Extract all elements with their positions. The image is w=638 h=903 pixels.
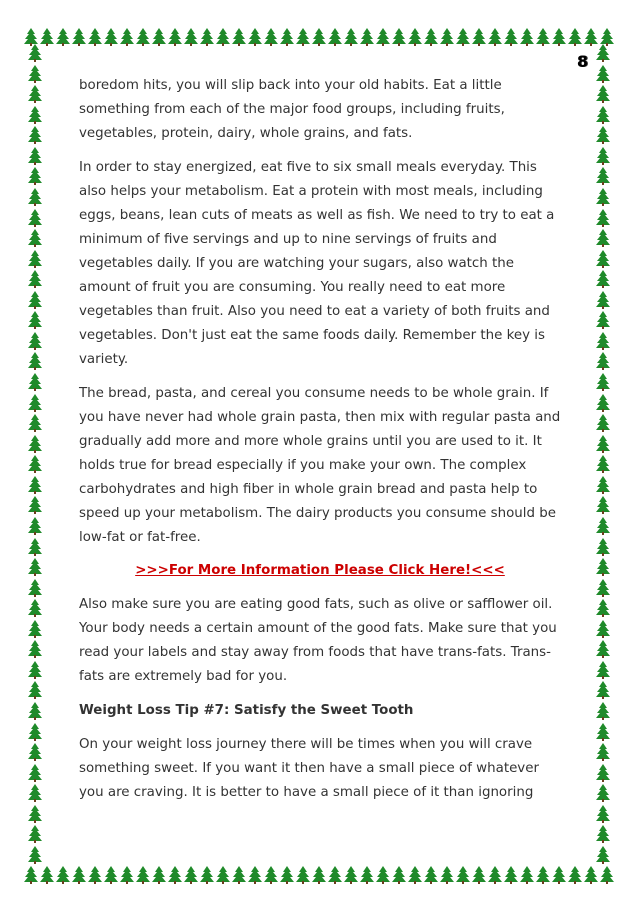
christmas-tree-icon <box>28 250 42 268</box>
christmas-tree-icon <box>536 866 550 884</box>
christmas-tree-icon <box>596 702 610 720</box>
top-tree-border <box>24 22 614 46</box>
christmas-tree-icon <box>88 866 102 884</box>
christmas-tree-icon <box>28 229 42 247</box>
christmas-tree-icon <box>28 784 42 802</box>
christmas-tree-icon <box>596 147 610 165</box>
christmas-tree-icon <box>28 640 42 658</box>
christmas-tree-icon <box>596 640 610 658</box>
christmas-tree-icon <box>456 866 470 884</box>
christmas-tree-icon <box>488 28 502 46</box>
bottom-tree-border <box>24 860 614 884</box>
christmas-tree-icon <box>40 866 54 884</box>
christmas-tree-icon <box>504 866 518 884</box>
christmas-tree-icon <box>328 28 342 46</box>
christmas-tree-icon <box>296 866 310 884</box>
christmas-tree-icon <box>596 517 610 535</box>
christmas-tree-icon <box>596 167 610 185</box>
christmas-tree-icon <box>596 620 610 638</box>
christmas-tree-icon <box>408 866 422 884</box>
paragraph: Also make sure you are eating good fats, such as olive or safflower oil. Your body needs a certain amount of the good fats. Make sure that you read your labels and stay away from foods that have trans-fats. Trans-fats are extremely bad for you. <box>79 597 557 684</box>
christmas-tree-icon <box>28 311 42 329</box>
paragraph: In order to stay energized, eat five to six small meals everyday. This also helps your metabolism. Eat a protein with most meals, including eggs, beans, lean cuts of meats as well as fish. We need to try to eat a minimum of five servings and up to nine servings of fruits and vegetables daily. If you are watching your sugars, also watch the amount of fruit you are consuming. You really need to eat more vegetables than fruit. Also you need to eat a variety of both fruits and vegetables. Don't just eat the same foods daily. Remember the key is variety. <box>79 160 555 367</box>
christmas-tree-icon <box>596 764 610 782</box>
christmas-tree-icon <box>120 28 134 46</box>
christmas-tree-icon <box>28 126 42 144</box>
christmas-tree-icon <box>28 702 42 720</box>
christmas-tree-icon <box>596 846 610 864</box>
christmas-tree-icon <box>472 28 486 46</box>
christmas-tree-icon <box>248 28 262 46</box>
christmas-tree-icon <box>28 579 42 597</box>
christmas-tree-icon <box>88 28 102 46</box>
left-tree-border <box>24 44 46 864</box>
christmas-tree-icon <box>424 866 438 884</box>
christmas-tree-icon <box>568 28 582 46</box>
christmas-tree-icon <box>28 270 42 288</box>
christmas-tree-icon <box>28 743 42 761</box>
christmas-tree-icon <box>200 28 214 46</box>
document-body <box>79 74 561 815</box>
christmas-tree-icon <box>596 65 610 83</box>
christmas-tree-icon <box>596 373 610 391</box>
christmas-tree-icon <box>28 846 42 864</box>
christmas-tree-icon <box>596 825 610 843</box>
christmas-tree-icon <box>28 291 42 309</box>
christmas-tree-icon <box>136 28 150 46</box>
christmas-tree-icon <box>280 28 294 46</box>
christmas-tree-icon <box>28 352 42 370</box>
christmas-tree-icon <box>28 599 42 617</box>
christmas-tree-icon <box>600 866 614 884</box>
christmas-tree-icon <box>312 866 326 884</box>
christmas-tree-icon <box>456 28 470 46</box>
christmas-tree-icon <box>344 866 358 884</box>
section-heading: Weight Loss Tip #7: Satisfy the Sweet Tooth <box>79 703 414 718</box>
christmas-tree-icon <box>28 44 42 62</box>
more-information-link[interactable]: >>>For More Information Please Click Here!<<< <box>135 563 505 578</box>
christmas-tree-icon <box>596 599 610 617</box>
christmas-tree-icon <box>596 188 610 206</box>
christmas-tree-icon <box>28 65 42 83</box>
christmas-tree-icon <box>28 476 42 494</box>
christmas-tree-icon <box>28 373 42 391</box>
christmas-tree-icon <box>72 866 86 884</box>
christmas-tree-icon <box>376 28 390 46</box>
christmas-tree-icon <box>28 496 42 514</box>
christmas-tree-icon <box>328 866 342 884</box>
christmas-tree-icon <box>596 291 610 309</box>
christmas-tree-icon <box>596 311 610 329</box>
christmas-tree-icon <box>536 28 550 46</box>
christmas-tree-icon <box>596 44 610 62</box>
christmas-tree-icon <box>216 28 230 46</box>
christmas-tree-icon <box>424 28 438 46</box>
christmas-tree-icon <box>596 270 610 288</box>
christmas-tree-icon <box>504 28 518 46</box>
christmas-tree-icon <box>28 147 42 165</box>
christmas-tree-icon <box>552 28 566 46</box>
christmas-tree-icon <box>596 209 610 227</box>
paragraph: On your weight loss journey there will be times when you will crave something sweet. If you want it then have a small piece of whatever you are craving. It is better to have a small piece of it than ignoring <box>79 737 539 800</box>
christmas-tree-icon <box>136 866 150 884</box>
christmas-tree-icon <box>28 455 42 473</box>
christmas-tree-icon <box>28 435 42 453</box>
christmas-tree-icon <box>28 517 42 535</box>
christmas-tree-icon <box>596 579 610 597</box>
christmas-tree-icon <box>104 28 118 46</box>
christmas-tree-icon <box>568 866 582 884</box>
christmas-tree-icon <box>596 332 610 350</box>
christmas-tree-icon <box>440 28 454 46</box>
christmas-tree-icon <box>596 496 610 514</box>
christmas-tree-icon <box>28 620 42 638</box>
christmas-tree-icon <box>472 866 486 884</box>
christmas-tree-icon <box>72 28 86 46</box>
christmas-tree-icon <box>520 28 534 46</box>
christmas-tree-icon <box>596 743 610 761</box>
christmas-tree-icon <box>596 414 610 432</box>
christmas-tree-icon <box>376 866 390 884</box>
christmas-tree-icon <box>392 866 406 884</box>
christmas-tree-icon <box>596 229 610 247</box>
christmas-tree-icon <box>344 28 358 46</box>
christmas-tree-icon <box>596 681 610 699</box>
christmas-tree-icon <box>216 866 230 884</box>
christmas-tree-icon <box>248 866 262 884</box>
paragraph: boredom hits, you will slip back into your old habits. Eat a little something from each of the major food groups, including fruits, vegetables, protein, dairy, whole grains, and fats. <box>79 78 505 141</box>
christmas-tree-icon <box>104 866 118 884</box>
christmas-tree-icon <box>596 85 610 103</box>
christmas-tree-icon <box>28 414 42 432</box>
christmas-tree-icon <box>488 866 502 884</box>
christmas-tree-icon <box>168 28 182 46</box>
christmas-tree-icon <box>28 85 42 103</box>
christmas-tree-icon <box>152 866 166 884</box>
christmas-tree-icon <box>28 538 42 556</box>
christmas-tree-icon <box>596 661 610 679</box>
christmas-tree-icon <box>28 558 42 576</box>
christmas-tree-icon <box>596 538 610 556</box>
christmas-tree-icon <box>152 28 166 46</box>
christmas-tree-icon <box>596 352 610 370</box>
christmas-tree-icon <box>28 188 42 206</box>
christmas-tree-icon <box>28 394 42 412</box>
christmas-tree-icon <box>596 126 610 144</box>
christmas-tree-icon <box>596 435 610 453</box>
christmas-tree-icon <box>28 106 42 124</box>
christmas-tree-icon <box>408 28 422 46</box>
christmas-tree-icon <box>28 209 42 227</box>
christmas-tree-icon <box>360 866 374 884</box>
christmas-tree-icon <box>520 866 534 884</box>
page-number: 8 <box>576 52 588 71</box>
christmas-tree-icon <box>28 825 42 843</box>
christmas-tree-icon <box>28 723 42 741</box>
christmas-tree-icon <box>28 661 42 679</box>
christmas-tree-icon <box>28 332 42 350</box>
christmas-tree-icon <box>28 764 42 782</box>
christmas-tree-icon <box>596 805 610 823</box>
right-tree-border <box>592 44 614 864</box>
christmas-tree-icon <box>596 558 610 576</box>
christmas-tree-icon <box>232 28 246 46</box>
christmas-tree-icon <box>56 28 70 46</box>
christmas-tree-icon <box>312 28 326 46</box>
christmas-tree-icon <box>360 28 374 46</box>
christmas-tree-icon <box>264 866 278 884</box>
christmas-tree-icon <box>596 455 610 473</box>
christmas-tree-icon <box>28 681 42 699</box>
christmas-tree-icon <box>264 28 278 46</box>
christmas-tree-icon <box>596 106 610 124</box>
christmas-tree-icon <box>232 866 246 884</box>
christmas-tree-icon <box>56 866 70 884</box>
christmas-tree-icon <box>552 866 566 884</box>
christmas-tree-icon <box>28 805 42 823</box>
christmas-tree-icon <box>392 28 406 46</box>
christmas-tree-icon <box>168 866 182 884</box>
christmas-tree-icon <box>184 28 198 46</box>
christmas-tree-icon <box>584 866 598 884</box>
christmas-tree-icon <box>440 866 454 884</box>
christmas-tree-icon <box>184 866 198 884</box>
christmas-tree-icon <box>24 866 38 884</box>
christmas-tree-icon <box>120 866 134 884</box>
christmas-tree-icon <box>596 250 610 268</box>
christmas-tree-icon <box>280 866 294 884</box>
christmas-tree-icon <box>596 394 610 412</box>
christmas-tree-icon <box>596 476 610 494</box>
christmas-tree-icon <box>28 167 42 185</box>
christmas-tree-icon <box>296 28 310 46</box>
christmas-tree-icon <box>200 866 214 884</box>
christmas-tree-icon <box>596 723 610 741</box>
paragraph: The bread, pasta, and cereal you consume needs to be whole grain. If you have never had whole grain pasta, then mix with regular pasta and gradually add more and more whole grains until you are used to it. It holds true for bread especially if you make your own. The complex carbohydrates and high fiber in whole grain bread and pasta help to speed up your metabolism. The dairy products you consume should be low-fat or fat-free. <box>79 386 561 545</box>
christmas-tree-icon <box>596 784 610 802</box>
